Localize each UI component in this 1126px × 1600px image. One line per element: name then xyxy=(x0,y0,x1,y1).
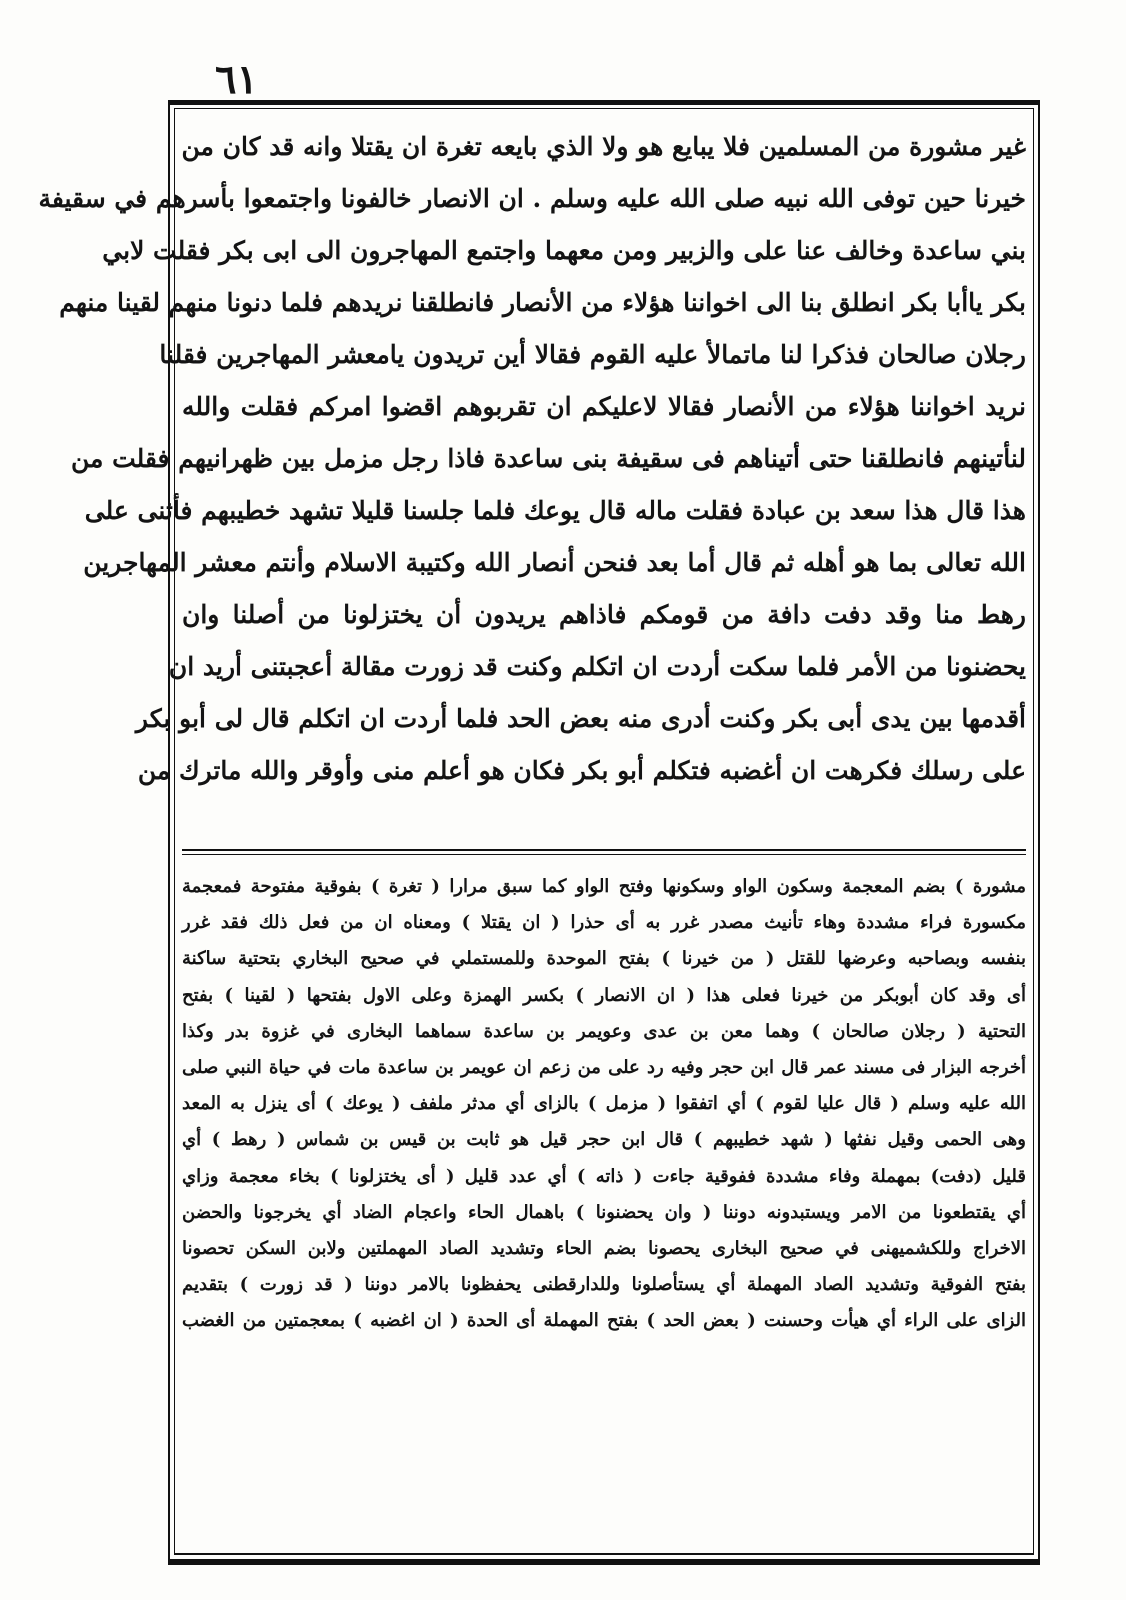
commentary-line: الله عليه وسلم ( قال عليا لقوم ) أي اتفقوا ( مزمل ) بالزاى أي مدثر ملفف ( يوعك ) أى ينزل به المعد xyxy=(182,1093,1026,1115)
commentary-line: مشورة ) بضم المعجمة وسكون الواو وسكونها وفتح الواو كما سبق مرارا ( تغرة ) بفوقية مفتوحة فمعجمة xyxy=(182,876,1026,897)
main-text-line: غير مشورة من المسلمين فلا يبايع هو ولا الذي بايعه تغرة ان يقتلا وانه قد كان من xyxy=(181,132,1026,161)
main-text-line: بكر ياأبا بكر انطلق بنا الى اخواننا هؤلاء من الأنصار فانطلقنا نريدهم فلما دنونا منهم لقينا منهم xyxy=(59,288,1026,317)
main-text-line: هذا قال هذا سعد بن عبادة فقلت ماله قال يوعك فلما جلسنا قليلا تشهد خطيبهم فأثنى على xyxy=(84,496,1026,525)
commentary-line: مكسورة فراء مشددة وهاء تأنيث مصدر غرر به أى حذرا ( ان يقتلا ) ومعناه ان من فعل ذلك فقد غرر xyxy=(182,912,1026,934)
commentary-line: بفتح الفوقية وتشديد الصاد المهملة أي يستأصلونا وللدارقطنى يحفظونا بالامر دوننا ( قد زورت ) بتقديم xyxy=(182,1274,1026,1296)
main-text-line: على رسلك فكرهت ان أغضبه فتكلم أبو بكر فكان هو أعلم منى وأوقر والله ماترك من xyxy=(137,756,1026,785)
main-text-line: الله تعالى بما هو أهله ثم قال أما بعد فنحن أنصار الله وكتيبة الاسلام وأنتم معشر المهاجرين xyxy=(83,548,1026,577)
main-text-line: خيرنا حين توفى الله نبيه صلى الله عليه وسلم . ان الانصار خالفونا واجتمعوا بأسرهم في سقيفة xyxy=(38,184,1026,213)
commentary xyxy=(182,869,1026,1339)
main-text-line: رهط منا وقد دفت دافة من قومكم فاذاهم يريدون أن يختزلونا من أصلنا وان xyxy=(182,600,1026,629)
main-text-line: أقدمها بين يدى أبى بكر وكنت أدرى منه بعض الحد فلما أردت ان اتكلم قال لى أبو بكر xyxy=(135,704,1026,733)
commentary-line: أى وقد كان أبوبكر من خيرنا فعلى هذا ( ان الانصار ) بكسر الهمزة وعلى الاول بفتحها ( لقينا ) بفتح xyxy=(182,984,1026,1006)
main-text xyxy=(38,121,1026,797)
commentary-line: الاخراج وللكشميهنى في صحيح البخارى يحصونا بضم الحاء وتشديد الصاد المهملتين ولابن السكن تحصونا xyxy=(182,1237,1026,1259)
commentary-line: أخرجه البزار فى مسند عمر قال ابن حجر وفيه رد على من زعم ان عويمر بن ساعدة مات في حياة النبي صلى xyxy=(182,1056,1026,1078)
commentary-line: أي يقتطعونا من الامر ويستبدونه دوننا ( وان يحضنونا ) باهمال الحاء واعجام الضاد أي يخرجونا والحضن xyxy=(182,1201,1026,1223)
main-text-line: بني ساعدة وخالف عنا على والزبير ومن معهما واجتمع المهاجرون الى ابى بكر فقلت لابي xyxy=(102,236,1026,265)
commentary-line: وهى الحمى وقيل نفثها ( شهد خطيبهم ) قال ابن حجر قيل هو ثابت بن قيس بن شماس ( رهط ) أي xyxy=(182,1129,1026,1151)
commentary-line: الزاى على الراء أي هيأت وحسنت ( بعض الحد ) بفتح المهملة أى الحدة ( ان اغضبه ) بمعجمتين من الغضب xyxy=(182,1310,1026,1332)
page-frame xyxy=(38,100,1040,1565)
main-text-line: رجلان صالحان فذكرا لنا ماتمالأ عليه القوم فقالا أين تريدون يامعشر المهاجرين فقلنا xyxy=(159,340,1026,369)
main-text-line: لنأتينهم فانطلقنا حتى أتيناهم فى سقيفة بنى ساعدة فاذا رجل مزمل بين ظهرانيهم فقلت من xyxy=(70,444,1026,473)
commentary-line: بنفسه وبصاحبه وعرضها للقتل ( من خيرنا ) بفتح الموحدة وللمستملي في صحيح البخاري بتحتية ساكنة xyxy=(182,948,1026,970)
main-text-line: نريد اخواننا هؤلاء من الأنصار فقالا لاعليكم ان تقربوهم اقضوا امركم فقلت والله xyxy=(182,392,1026,421)
main-text-line: يحضنونا من الأمر فلما سكت أردت ان اتكلم وكنت قد زورت مقالة أعجبتنى أريد ان xyxy=(168,652,1026,681)
page-number: ٦١ xyxy=(215,56,258,103)
separator-rule xyxy=(182,849,1026,855)
commentary-line: قليل (دفت) بمهملة وفاء مشددة ففوقية جاءت ( ذاته ) أي عدد قليل ( أى يختزلونا ) بخاء معجمة وزاي xyxy=(182,1165,1026,1187)
commentary-line: التحتية ( رجلان صالحان ) وهما معن بن عدى وعويمر بن ساعدة سماهما البخارى في غزوة بدر وكذا xyxy=(182,1020,1026,1042)
